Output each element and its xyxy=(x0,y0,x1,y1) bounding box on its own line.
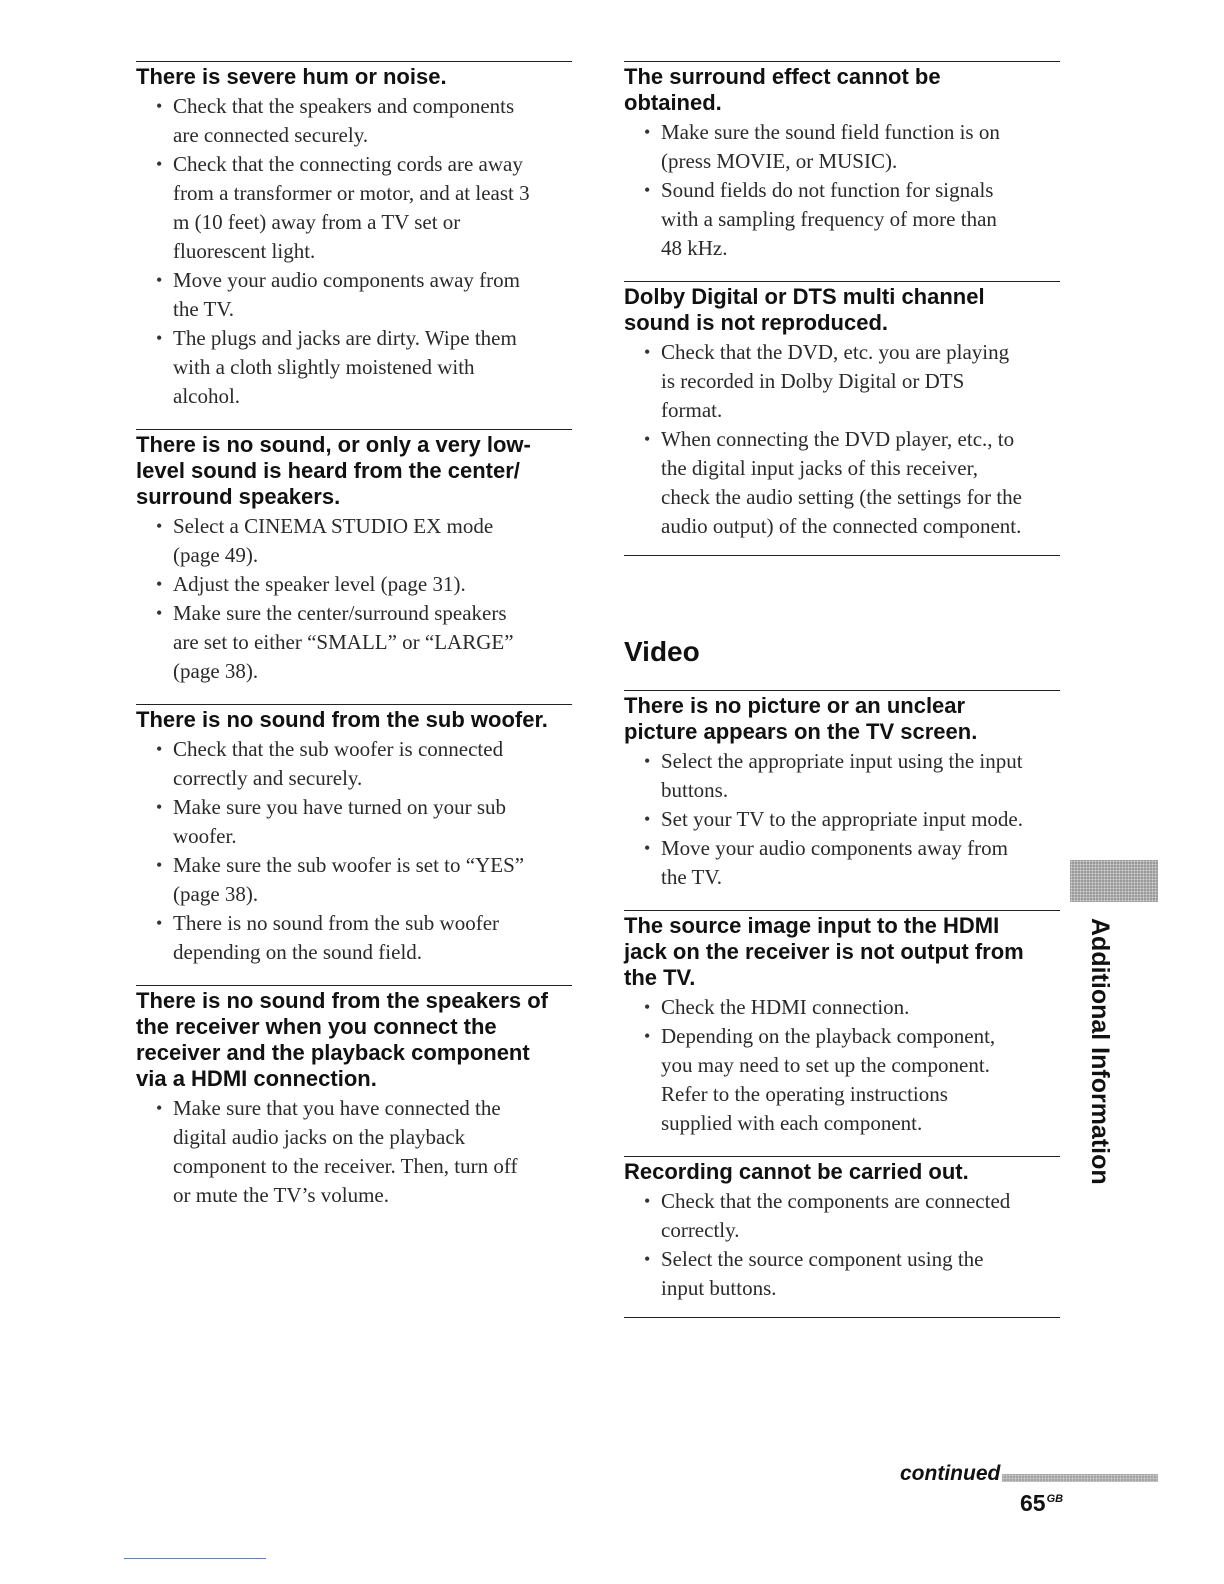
section-heading: There is no sound, or only a very low- level sound is heard from the center/ surround speakers. xyxy=(136,432,531,509)
list-item: • When connecting the DVD player, etc., to the digital input jacks of this receiver, check the audio setting (the settings for the audio output) of the connected component. xyxy=(624,425,1060,541)
list-item: • Adjust the speaker level (page 31). xyxy=(136,570,572,599)
page-number-value: 65 xyxy=(1020,1490,1046,1516)
continued-label: continued xyxy=(900,1462,1001,1485)
list-item: • Move your audio components away from the TV. xyxy=(136,266,572,324)
list-item: • Select the appropriate input using the input buttons. xyxy=(624,747,1060,805)
side-tab-label: Additional Information xyxy=(1086,918,1114,1185)
section-heading: The surround effect cannot be obtained. xyxy=(624,64,941,115)
bullet-list xyxy=(624,338,1060,541)
bullet-list xyxy=(624,993,1060,1138)
side-tab-marker xyxy=(1070,860,1158,902)
list-item: • Make sure the sub woofer is set to “YES” (page 38). xyxy=(136,851,572,909)
continued-marker xyxy=(900,1462,1160,1488)
troubleshoot-section-surround-effect xyxy=(624,61,1060,263)
troubleshoot-section-no-picture xyxy=(624,690,1060,892)
list-item: • Sound fields do not function for signals with a sampling frequency of more than 48 kHz. xyxy=(624,176,1060,263)
list-item: • Make sure the center/surround speakers are set to either “SMALL” or “LARGE” (page 38). xyxy=(136,599,572,686)
section-heading: Dolby Digital or DTS multi channel sound is not reproduced. xyxy=(624,284,985,335)
list-item: • There is no sound from the sub woofer depending on the sound field. xyxy=(136,909,572,967)
list-item: • Select the source component using the input buttons. xyxy=(624,1245,1060,1303)
bullet-list xyxy=(624,1187,1060,1303)
list-item: • Check the HDMI connection. xyxy=(624,993,1060,1022)
section-heading: There is no sound from the sub woofer. xyxy=(136,707,548,732)
bullet-list xyxy=(136,92,572,411)
bullet-list xyxy=(624,747,1060,892)
list-item: • Depending on the playback component, you may need to set up the component. Refer to the operating instructions supplied with each component. xyxy=(624,1022,1060,1138)
troubleshoot-section-hdmi-image xyxy=(624,910,1060,1138)
list-item: • Make sure that you have connected the digital audio jacks on the playback component to the receiver. Then, turn off or mute the TV’s volume. xyxy=(136,1094,572,1210)
list-item: • Make sure the sound field function is on (press MOVIE, or MUSIC). xyxy=(624,118,1060,176)
bullet-list xyxy=(136,512,572,686)
list-item: • Check that the connecting cords are away from a transformer or motor, and at least 3 m (10 feet) away from a TV set or fluorescent light. xyxy=(136,150,572,266)
bullet-list xyxy=(136,735,572,967)
left-column xyxy=(136,61,572,1210)
troubleshoot-section-sub-woofer xyxy=(136,704,572,967)
section-heading: There is no sound from the speakers of the receiver when you connect the receiver and the playback component via a HDMI connection. xyxy=(136,988,548,1091)
troubleshoot-section-dolby-dts xyxy=(624,281,1060,556)
section-heading: The source image input to the HDMI jack on the receiver is not output from the TV. xyxy=(624,913,1024,990)
section-heading: Recording cannot be carried out. xyxy=(624,1159,969,1184)
list-item: • The plugs and jacks are dirty. Wipe them with a cloth slightly moistened with alcohol. xyxy=(136,324,572,411)
right-column-top xyxy=(624,61,1060,556)
list-item: • Check that the components are connected correctly. xyxy=(624,1187,1060,1245)
list-item: • Make sure you have turned on your sub woofer. xyxy=(136,793,572,851)
video-section-title: Video xyxy=(624,636,700,667)
section-heading: There is severe hum or noise. xyxy=(136,64,447,89)
troubleshoot-section-hdmi-no-sound xyxy=(136,985,572,1210)
continued-bar xyxy=(1002,1474,1158,1482)
list-item: • Check that the sub woofer is connected correctly and securely. xyxy=(136,735,572,793)
troubleshoot-section-low-center-surround xyxy=(136,429,572,686)
list-item: • Select a CINEMA STUDIO EX mode (page 49). xyxy=(136,512,572,570)
troubleshoot-section-recording xyxy=(624,1156,1060,1318)
list-item: • Check that the speakers and components are connected securely. xyxy=(136,92,572,150)
right-column-video xyxy=(624,690,1060,1318)
page-number-suffix: GB xyxy=(1046,1493,1064,1505)
list-item: • Check that the DVD, etc. you are playing is recorded in Dolby Digital or DTS format. xyxy=(624,338,1060,425)
section-heading: There is no picture or an unclear picture appears on the TV screen. xyxy=(624,693,978,744)
troubleshoot-section-hum-noise xyxy=(136,61,572,411)
bullet-list xyxy=(624,118,1060,263)
list-item: • Set your TV to the appropriate input mode. xyxy=(624,805,1060,834)
footer-rule xyxy=(124,1558,266,1559)
list-item: • Move your audio components away from the TV. xyxy=(624,834,1060,892)
page-number xyxy=(1020,1490,1063,1517)
bullet-list xyxy=(136,1094,572,1210)
